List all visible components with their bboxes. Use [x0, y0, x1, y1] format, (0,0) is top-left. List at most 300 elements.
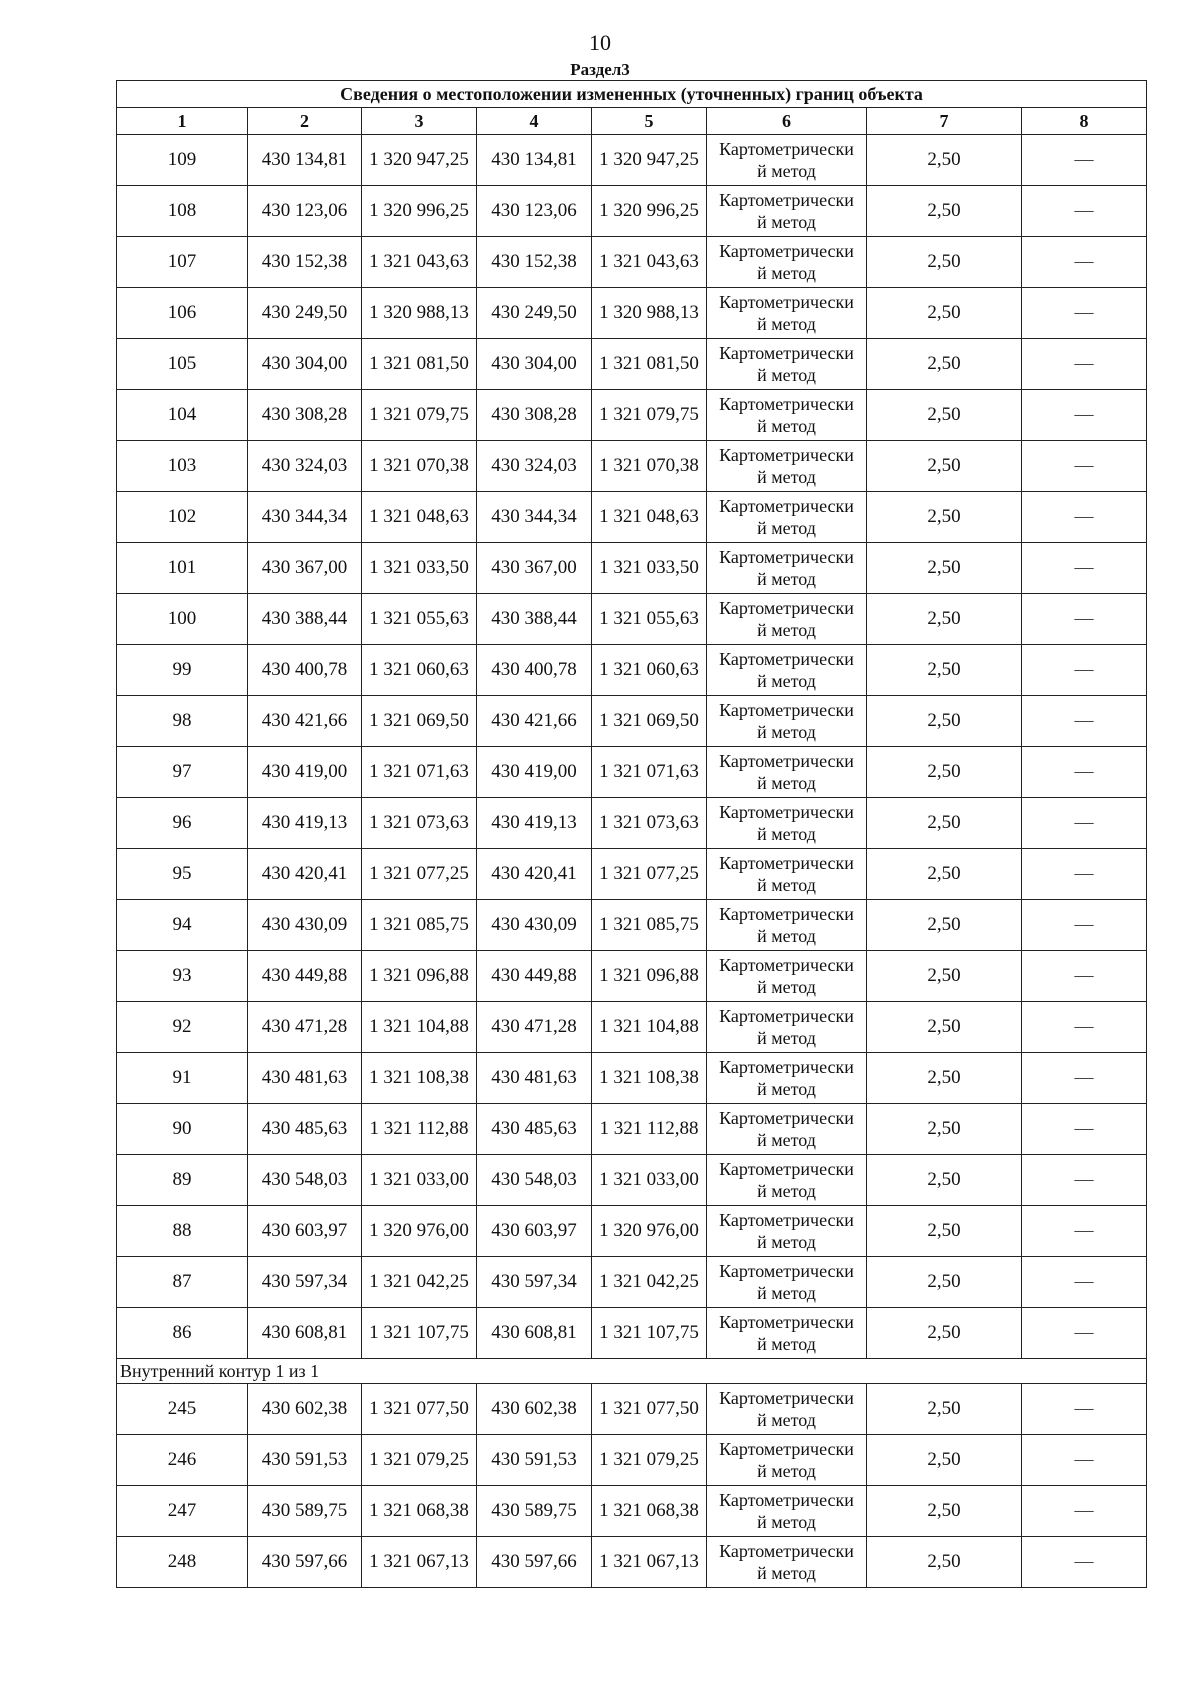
x-coordinate-refined-cell: 430 420,41 — [477, 849, 592, 900]
point-number-cell: 105 — [117, 339, 248, 390]
method-text: й метод — [757, 1181, 816, 1201]
note-cell: — — [1022, 951, 1147, 1002]
method-text: Картометрически — [719, 1006, 854, 1026]
method-text: Картометрически — [719, 700, 854, 720]
table-row — [117, 288, 1147, 339]
method-text: Картометрически — [719, 1312, 854, 1332]
method-text: Картометрически — [719, 598, 854, 618]
accuracy-cell: 2,50 — [867, 1002, 1022, 1053]
page-number: 10 — [589, 30, 611, 55]
accuracy-cell: 2,50 — [867, 747, 1022, 798]
x-coordinate-refined-cell: 430 367,00 — [477, 543, 592, 594]
x-coordinate-refined-cell: 430 388,44 — [477, 594, 592, 645]
method-cell — [707, 237, 867, 288]
table-row — [117, 1308, 1147, 1359]
y-coordinate-existing-cell: 1 321 055,63 — [362, 594, 477, 645]
note-cell: — — [1022, 1384, 1147, 1435]
y-coordinate-existing-cell: 1 321 048,63 — [362, 492, 477, 543]
note-cell: — — [1022, 441, 1147, 492]
method-cell — [707, 543, 867, 594]
note-cell: — — [1022, 1308, 1147, 1359]
method-cell — [707, 1308, 867, 1359]
table-row — [117, 594, 1147, 645]
accuracy-cell: 2,50 — [867, 441, 1022, 492]
x-coordinate-refined-cell: 430 430,09 — [477, 900, 592, 951]
table-row — [117, 339, 1147, 390]
x-coordinate-existing-cell: 430 421,66 — [248, 696, 362, 747]
table-row — [117, 696, 1147, 747]
table-row — [117, 951, 1147, 1002]
x-coordinate-existing-cell: 430 388,44 — [248, 594, 362, 645]
table-row — [117, 492, 1147, 543]
method-text: Картометрически — [719, 955, 854, 975]
note-cell: — — [1022, 1435, 1147, 1486]
table-row — [117, 1486, 1147, 1537]
note-cell: — — [1022, 543, 1147, 594]
x-coordinate-refined-cell: 430 419,13 — [477, 798, 592, 849]
x-coordinate-refined-cell: 430 421,66 — [477, 696, 592, 747]
accuracy-cell: 2,50 — [867, 288, 1022, 339]
method-text: й метод — [757, 1232, 816, 1252]
x-coordinate-refined-cell: 430 134,81 — [477, 135, 592, 186]
y-coordinate-existing-cell: 1 321 108,38 — [362, 1053, 477, 1104]
y-coordinate-existing-cell: 1 321 069,50 — [362, 696, 477, 747]
method-text: й метод — [757, 314, 816, 334]
x-coordinate-refined-cell: 430 400,78 — [477, 645, 592, 696]
point-number-cell: 89 — [117, 1155, 248, 1206]
y-coordinate-existing-cell: 1 321 079,25 — [362, 1435, 477, 1486]
x-coordinate-refined-cell: 430 589,75 — [477, 1486, 592, 1537]
table-row — [117, 645, 1147, 696]
method-text: й метод — [757, 212, 816, 232]
method-cell — [707, 747, 867, 798]
method-text: Картометрически — [719, 853, 854, 873]
x-coordinate-existing-cell: 430 597,66 — [248, 1537, 362, 1588]
method-text: Картометрически — [719, 445, 854, 465]
point-number-cell: 86 — [117, 1308, 248, 1359]
point-number-cell: 248 — [117, 1537, 248, 1588]
table-row — [117, 1257, 1147, 1308]
method-text: й метод — [757, 824, 816, 844]
x-coordinate-refined-cell: 430 152,38 — [477, 237, 592, 288]
accuracy-cell: 2,50 — [867, 1155, 1022, 1206]
x-coordinate-existing-cell: 430 548,03 — [248, 1155, 362, 1206]
method-cell — [707, 1053, 867, 1104]
point-number-cell: 88 — [117, 1206, 248, 1257]
x-coordinate-existing-cell: 430 419,00 — [248, 747, 362, 798]
accuracy-cell: 2,50 — [867, 186, 1022, 237]
column-number: 8 — [1022, 108, 1147, 135]
point-number-cell: 93 — [117, 951, 248, 1002]
x-coordinate-existing-cell: 430 308,28 — [248, 390, 362, 441]
y-coordinate-refined-cell: 1 321 033,00 — [592, 1155, 707, 1206]
y-coordinate-existing-cell: 1 321 077,25 — [362, 849, 477, 900]
note-cell: — — [1022, 339, 1147, 390]
accuracy-cell: 2,50 — [867, 951, 1022, 1002]
section-title: Раздел3 — [570, 60, 630, 79]
method-cell — [707, 1257, 867, 1308]
x-coordinate-existing-cell: 430 449,88 — [248, 951, 362, 1002]
method-text: й метод — [757, 161, 816, 181]
method-text: Картометрически — [719, 802, 854, 822]
y-coordinate-refined-cell: 1 320 976,00 — [592, 1206, 707, 1257]
y-coordinate-existing-cell: 1 321 043,63 — [362, 237, 477, 288]
column-number: 2 — [248, 108, 362, 135]
method-cell — [707, 441, 867, 492]
x-coordinate-refined-cell: 430 597,34 — [477, 1257, 592, 1308]
y-coordinate-existing-cell: 1 321 112,88 — [362, 1104, 477, 1155]
note-cell: — — [1022, 594, 1147, 645]
accuracy-cell: 2,50 — [867, 1537, 1022, 1588]
x-coordinate-existing-cell: 430 589,75 — [248, 1486, 362, 1537]
table-row — [117, 135, 1147, 186]
x-coordinate-refined-cell: 430 603,97 — [477, 1206, 592, 1257]
accuracy-cell: 2,50 — [867, 594, 1022, 645]
method-cell — [707, 288, 867, 339]
method-text: Картометрически — [719, 241, 854, 261]
method-text: й метод — [757, 722, 816, 742]
y-coordinate-refined-cell: 1 321 079,25 — [592, 1435, 707, 1486]
y-coordinate-refined-cell: 1 321 048,63 — [592, 492, 707, 543]
y-coordinate-existing-cell: 1 321 085,75 — [362, 900, 477, 951]
table-row — [117, 747, 1147, 798]
y-coordinate-refined-cell: 1 321 077,50 — [592, 1384, 707, 1435]
y-coordinate-refined-cell: 1 321 070,38 — [592, 441, 707, 492]
y-coordinate-refined-cell: 1 321 033,50 — [592, 543, 707, 594]
x-coordinate-refined-cell: 430 481,63 — [477, 1053, 592, 1104]
point-number-cell: 245 — [117, 1384, 248, 1435]
y-coordinate-refined-cell: 1 321 067,13 — [592, 1537, 707, 1588]
method-text: Картометрически — [719, 343, 854, 363]
note-cell: — — [1022, 237, 1147, 288]
method-text: Картометрически — [719, 1388, 854, 1408]
method-cell — [707, 1537, 867, 1588]
y-coordinate-existing-cell: 1 321 060,63 — [362, 645, 477, 696]
point-number-cell: 102 — [117, 492, 248, 543]
point-number-cell: 92 — [117, 1002, 248, 1053]
method-text: й метод — [757, 1512, 816, 1532]
note-cell: — — [1022, 1104, 1147, 1155]
column-number: 3 — [362, 108, 477, 135]
y-coordinate-refined-cell: 1 321 060,63 — [592, 645, 707, 696]
y-coordinate-refined-cell: 1 321 077,25 — [592, 849, 707, 900]
column-numbers-row — [117, 108, 1147, 135]
y-coordinate-existing-cell: 1 321 104,88 — [362, 1002, 477, 1053]
method-text: Картометрически — [719, 1439, 854, 1459]
method-text: Картометрически — [719, 292, 854, 312]
method-cell — [707, 594, 867, 645]
note-cell: — — [1022, 186, 1147, 237]
method-text: Картометрически — [719, 547, 854, 567]
method-text: Картометрически — [719, 1210, 854, 1230]
x-coordinate-refined-cell: 430 344,34 — [477, 492, 592, 543]
method-text: Картометрически — [719, 190, 854, 210]
table-row — [117, 390, 1147, 441]
y-coordinate-refined-cell: 1 321 068,38 — [592, 1486, 707, 1537]
method-text: й метод — [757, 773, 816, 793]
table-row — [117, 186, 1147, 237]
x-coordinate-existing-cell: 430 419,13 — [248, 798, 362, 849]
method-text: Картометрически — [719, 139, 854, 159]
y-coordinate-existing-cell: 1 320 947,25 — [362, 135, 477, 186]
accuracy-cell: 2,50 — [867, 1486, 1022, 1537]
y-coordinate-refined-cell: 1 321 055,63 — [592, 594, 707, 645]
point-number-cell: 94 — [117, 900, 248, 951]
x-coordinate-refined-cell: 430 471,28 — [477, 1002, 592, 1053]
y-coordinate-refined-cell: 1 321 073,63 — [592, 798, 707, 849]
y-coordinate-existing-cell: 1 321 073,63 — [362, 798, 477, 849]
point-number-cell: 247 — [117, 1486, 248, 1537]
method-cell — [707, 492, 867, 543]
column-number: 7 — [867, 108, 1022, 135]
y-coordinate-refined-cell: 1 320 947,25 — [592, 135, 707, 186]
accuracy-cell: 2,50 — [867, 390, 1022, 441]
y-coordinate-refined-cell: 1 321 069,50 — [592, 696, 707, 747]
y-coordinate-existing-cell: 1 321 081,50 — [362, 339, 477, 390]
y-coordinate-existing-cell: 1 320 988,13 — [362, 288, 477, 339]
method-text: Картометрически — [719, 751, 854, 771]
y-coordinate-refined-cell: 1 321 104,88 — [592, 1002, 707, 1053]
accuracy-cell: 2,50 — [867, 798, 1022, 849]
note-cell: — — [1022, 1002, 1147, 1053]
table-caption-row — [117, 81, 1147, 108]
point-number-cell: 246 — [117, 1435, 248, 1486]
table-row — [117, 1002, 1147, 1053]
method-text: й метод — [757, 1130, 816, 1150]
method-text: й метод — [757, 1410, 816, 1430]
point-number-cell: 106 — [117, 288, 248, 339]
method-text: й метод — [757, 365, 816, 385]
method-cell — [707, 339, 867, 390]
method-text: й метод — [757, 671, 816, 691]
method-text: Картометрически — [719, 1057, 854, 1077]
note-cell: — — [1022, 1537, 1147, 1588]
accuracy-cell: 2,50 — [867, 1435, 1022, 1486]
x-coordinate-refined-cell: 430 324,03 — [477, 441, 592, 492]
x-coordinate-refined-cell: 430 123,06 — [477, 186, 592, 237]
y-coordinate-existing-cell: 1 321 067,13 — [362, 1537, 477, 1588]
x-coordinate-existing-cell: 430 430,09 — [248, 900, 362, 951]
x-coordinate-existing-cell: 430 304,00 — [248, 339, 362, 390]
point-number-cell: 90 — [117, 1104, 248, 1155]
y-coordinate-existing-cell: 1 320 976,00 — [362, 1206, 477, 1257]
y-coordinate-refined-cell: 1 321 042,25 — [592, 1257, 707, 1308]
method-text: Картометрически — [719, 904, 854, 924]
table-row — [117, 1435, 1147, 1486]
x-coordinate-existing-cell: 430 602,38 — [248, 1384, 362, 1435]
y-coordinate-refined-cell: 1 321 112,88 — [592, 1104, 707, 1155]
y-coordinate-existing-cell: 1 321 096,88 — [362, 951, 477, 1002]
note-cell: — — [1022, 1486, 1147, 1537]
inner-contour-label: Внутренний контур 1 из 1 — [117, 1359, 1147, 1384]
y-coordinate-existing-cell: 1 321 068,38 — [362, 1486, 477, 1537]
accuracy-cell: 2,50 — [867, 849, 1022, 900]
x-coordinate-refined-cell: 430 608,81 — [477, 1308, 592, 1359]
method-text: й метод — [757, 875, 816, 895]
method-text: й метод — [757, 569, 816, 589]
method-text: й метод — [757, 416, 816, 436]
y-coordinate-existing-cell: 1 321 107,75 — [362, 1308, 477, 1359]
accuracy-cell: 2,50 — [867, 492, 1022, 543]
table-caption: Сведения о местоположении измененных (уточненных) границ объекта — [117, 81, 1147, 108]
x-coordinate-refined-cell: 430 304,00 — [477, 339, 592, 390]
y-coordinate-refined-cell: 1 321 071,63 — [592, 747, 707, 798]
x-coordinate-existing-cell: 430 367,00 — [248, 543, 362, 594]
y-coordinate-existing-cell: 1 321 077,50 — [362, 1384, 477, 1435]
method-text: й метод — [757, 1461, 816, 1481]
method-cell — [707, 390, 867, 441]
y-coordinate-refined-cell: 1 321 081,50 — [592, 339, 707, 390]
y-coordinate-existing-cell: 1 321 079,75 — [362, 390, 477, 441]
y-coordinate-refined-cell: 1 321 085,75 — [592, 900, 707, 951]
method-cell — [707, 849, 867, 900]
note-cell: — — [1022, 900, 1147, 951]
x-coordinate-existing-cell: 430 591,53 — [248, 1435, 362, 1486]
table-row — [117, 1537, 1147, 1588]
table-row — [117, 1155, 1147, 1206]
boundary-coordinates-table — [116, 80, 1147, 1588]
table-row — [117, 237, 1147, 288]
x-coordinate-existing-cell: 430 608,81 — [248, 1308, 362, 1359]
x-coordinate-existing-cell: 430 485,63 — [248, 1104, 362, 1155]
point-number-cell: 87 — [117, 1257, 248, 1308]
note-cell: — — [1022, 849, 1147, 900]
note-cell: — — [1022, 1206, 1147, 1257]
x-coordinate-refined-cell: 430 449,88 — [477, 951, 592, 1002]
x-coordinate-refined-cell: 430 591,53 — [477, 1435, 592, 1486]
method-cell — [707, 1435, 867, 1486]
y-coordinate-refined-cell: 1 320 988,13 — [592, 288, 707, 339]
method-cell — [707, 1155, 867, 1206]
point-number-cell: 95 — [117, 849, 248, 900]
note-cell: — — [1022, 492, 1147, 543]
x-coordinate-refined-cell: 430 485,63 — [477, 1104, 592, 1155]
point-number-cell: 101 — [117, 543, 248, 594]
method-text: й метод — [757, 1028, 816, 1048]
x-coordinate-existing-cell: 430 420,41 — [248, 849, 362, 900]
accuracy-cell: 2,50 — [867, 543, 1022, 594]
x-coordinate-refined-cell: 430 419,00 — [477, 747, 592, 798]
x-coordinate-existing-cell: 430 134,81 — [248, 135, 362, 186]
accuracy-cell: 2,50 — [867, 1384, 1022, 1435]
note-cell: — — [1022, 135, 1147, 186]
x-coordinate-existing-cell: 430 324,03 — [248, 441, 362, 492]
y-coordinate-existing-cell: 1 320 996,25 — [362, 186, 477, 237]
point-number-cell: 103 — [117, 441, 248, 492]
method-cell — [707, 1002, 867, 1053]
x-coordinate-refined-cell: 430 249,50 — [477, 288, 592, 339]
y-coordinate-existing-cell: 1 321 033,50 — [362, 543, 477, 594]
x-coordinate-existing-cell: 430 471,28 — [248, 1002, 362, 1053]
method-cell — [707, 645, 867, 696]
method-text: Картометрически — [719, 1159, 854, 1179]
x-coordinate-refined-cell: 430 597,66 — [477, 1537, 592, 1588]
method-cell — [707, 1206, 867, 1257]
note-cell: — — [1022, 1257, 1147, 1308]
table-row — [117, 900, 1147, 951]
x-coordinate-refined-cell: 430 548,03 — [477, 1155, 592, 1206]
note-cell: — — [1022, 696, 1147, 747]
point-number-cell: 107 — [117, 237, 248, 288]
note-cell: — — [1022, 798, 1147, 849]
method-text: й метод — [757, 926, 816, 946]
x-coordinate-refined-cell: 430 308,28 — [477, 390, 592, 441]
table-row — [117, 849, 1147, 900]
method-cell — [707, 1104, 867, 1155]
y-coordinate-existing-cell: 1 321 071,63 — [362, 747, 477, 798]
accuracy-cell: 2,50 — [867, 900, 1022, 951]
note-cell: — — [1022, 288, 1147, 339]
y-coordinate-refined-cell: 1 321 107,75 — [592, 1308, 707, 1359]
method-text: Картометрически — [719, 1490, 854, 1510]
x-coordinate-existing-cell: 430 400,78 — [248, 645, 362, 696]
x-coordinate-existing-cell: 430 249,50 — [248, 288, 362, 339]
point-number-cell: 96 — [117, 798, 248, 849]
method-text: й метод — [757, 1334, 816, 1354]
accuracy-cell: 2,50 — [867, 1257, 1022, 1308]
table-row — [117, 1384, 1147, 1435]
point-number-cell: 104 — [117, 390, 248, 441]
column-number: 6 — [707, 108, 867, 135]
column-number: 4 — [477, 108, 592, 135]
table-row — [117, 543, 1147, 594]
point-number-cell: 108 — [117, 186, 248, 237]
point-number-cell: 91 — [117, 1053, 248, 1104]
inner-contour-row — [117, 1359, 1147, 1384]
y-coordinate-refined-cell: 1 321 079,75 — [592, 390, 707, 441]
accuracy-cell: 2,50 — [867, 1104, 1022, 1155]
point-number-cell: 100 — [117, 594, 248, 645]
x-coordinate-existing-cell: 430 597,34 — [248, 1257, 362, 1308]
y-coordinate-existing-cell: 1 321 042,25 — [362, 1257, 477, 1308]
accuracy-cell: 2,50 — [867, 237, 1022, 288]
x-coordinate-refined-cell: 430 602,38 — [477, 1384, 592, 1435]
accuracy-cell: 2,50 — [867, 135, 1022, 186]
method-text: й метод — [757, 1079, 816, 1099]
table-row — [117, 1104, 1147, 1155]
method-cell — [707, 1384, 867, 1435]
note-cell: — — [1022, 1155, 1147, 1206]
method-text: Картометрически — [719, 1261, 854, 1281]
method-text: й метод — [757, 467, 816, 487]
method-text: й метод — [757, 263, 816, 283]
method-cell — [707, 186, 867, 237]
method-text: Картометрически — [719, 1108, 854, 1128]
y-coordinate-existing-cell: 1 321 033,00 — [362, 1155, 477, 1206]
method-cell — [707, 798, 867, 849]
method-cell — [707, 951, 867, 1002]
method-cell — [707, 135, 867, 186]
table-row — [117, 798, 1147, 849]
note-cell: — — [1022, 645, 1147, 696]
accuracy-cell: 2,50 — [867, 1053, 1022, 1104]
method-text: Картометрически — [719, 649, 854, 669]
table-row — [117, 441, 1147, 492]
accuracy-cell: 2,50 — [867, 645, 1022, 696]
y-coordinate-refined-cell: 1 321 043,63 — [592, 237, 707, 288]
y-coordinate-refined-cell: 1 320 996,25 — [592, 186, 707, 237]
accuracy-cell: 2,50 — [867, 339, 1022, 390]
note-cell: — — [1022, 390, 1147, 441]
x-coordinate-existing-cell: 430 603,97 — [248, 1206, 362, 1257]
method-cell — [707, 900, 867, 951]
point-number-cell: 99 — [117, 645, 248, 696]
method-cell — [707, 1486, 867, 1537]
x-coordinate-existing-cell: 430 344,34 — [248, 492, 362, 543]
y-coordinate-refined-cell: 1 321 096,88 — [592, 951, 707, 1002]
accuracy-cell: 2,50 — [867, 696, 1022, 747]
point-number-cell: 97 — [117, 747, 248, 798]
